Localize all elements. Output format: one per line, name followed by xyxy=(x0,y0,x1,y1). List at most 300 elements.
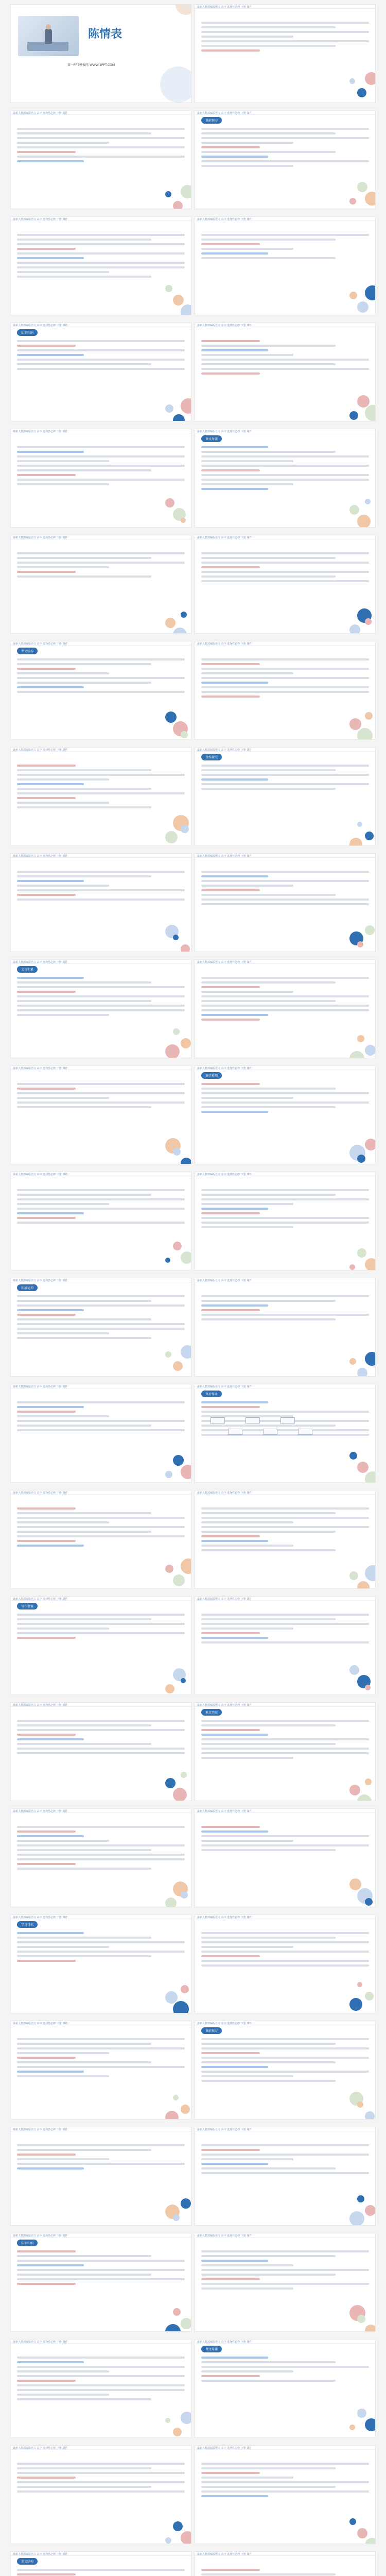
text-line xyxy=(17,1212,84,1214)
slide-header: 最新人教部编版语文 高中 选择性必修 下册 课件 xyxy=(11,429,191,433)
text-line xyxy=(17,474,76,476)
text-lines xyxy=(17,762,185,811)
content-slide xyxy=(195,1172,376,1270)
slide-header: 最新人教部编版语文 高中 选择性必修 下册 课件 xyxy=(11,2127,191,2131)
slide-header: 最新人教部编版语文 高中 选择性必修 下册 课件 xyxy=(195,1066,375,1070)
decor-dot xyxy=(181,2531,191,2544)
text-line xyxy=(201,1000,336,1002)
text-line xyxy=(201,1951,369,1953)
decor-dot xyxy=(357,822,362,827)
text-line xyxy=(201,248,293,250)
decor-dot xyxy=(165,1778,176,1788)
text-line xyxy=(201,1194,336,1196)
text-line xyxy=(17,2366,185,2368)
text-line xyxy=(17,986,185,988)
decor-dot xyxy=(165,191,171,197)
slide-header: 最新人教部编版语文 高中 选择性必修 下册 课件 xyxy=(11,854,191,858)
text-line xyxy=(17,1849,151,1851)
text-line xyxy=(201,1932,369,1934)
text-line xyxy=(17,354,84,356)
text-line xyxy=(17,2250,76,2252)
decor-dot xyxy=(349,2211,364,2226)
text-line xyxy=(17,1309,84,1311)
text-line xyxy=(17,1318,151,1320)
decor-dot xyxy=(365,2538,376,2544)
text-line xyxy=(201,686,369,688)
text-line xyxy=(17,792,185,794)
decor-dot xyxy=(365,1045,376,1056)
text-line xyxy=(201,1844,369,1846)
text-line xyxy=(17,1526,185,1528)
text-line xyxy=(201,49,260,52)
text-line xyxy=(17,1637,76,1639)
text-line xyxy=(17,981,151,984)
text-line xyxy=(201,1217,369,1219)
text-line xyxy=(17,460,109,462)
decor-dot xyxy=(173,2095,179,2100)
text-line xyxy=(201,765,369,767)
text-line xyxy=(201,137,369,139)
text-line xyxy=(201,1222,369,1224)
text-line xyxy=(201,885,293,887)
text-line xyxy=(17,2043,151,2045)
text-line xyxy=(17,2061,151,2063)
text-line xyxy=(201,871,369,873)
content-slide xyxy=(195,641,376,740)
text-line xyxy=(17,774,185,776)
text-line xyxy=(17,1868,151,1870)
decor-dot xyxy=(357,2102,363,2108)
cover-photo xyxy=(18,16,79,56)
text-line xyxy=(201,146,260,148)
slide-header: 最新人教部编版语文 高中 选择性必修 下册 课件 xyxy=(195,1172,375,1176)
decor-dot xyxy=(165,831,178,843)
text-line xyxy=(17,1729,185,1731)
text-line xyxy=(17,575,151,578)
decor-dot xyxy=(357,2409,366,2418)
decor-dot xyxy=(357,2315,365,2323)
decor-dot xyxy=(357,395,370,408)
text-line xyxy=(17,1429,185,1431)
content-slide xyxy=(195,1808,376,1907)
decor-dot xyxy=(173,935,179,940)
content-slide xyxy=(10,747,191,846)
text-line xyxy=(201,1738,369,1740)
decor-dot xyxy=(365,285,376,300)
text-line xyxy=(201,1019,260,1021)
text-line xyxy=(17,2278,185,2280)
text-lines xyxy=(201,868,369,908)
decor-dot xyxy=(165,404,173,413)
text-line xyxy=(17,778,109,781)
text-line xyxy=(201,2057,369,2059)
text-line xyxy=(17,2357,185,2359)
decor-dot xyxy=(173,1574,185,1586)
text-line xyxy=(17,566,109,568)
text-line xyxy=(201,769,336,771)
section-tag: 合作探究 xyxy=(201,754,222,760)
text-line xyxy=(17,1743,151,1745)
decor-dot xyxy=(173,1788,187,1801)
text-line xyxy=(17,1946,109,1948)
text-line xyxy=(17,686,84,688)
decor-dot xyxy=(365,832,374,840)
text-line xyxy=(201,2038,369,2040)
text-line xyxy=(17,1858,185,1860)
text-line xyxy=(201,663,260,665)
content-slide xyxy=(195,535,376,634)
text-lines xyxy=(17,231,185,280)
text-lines xyxy=(201,762,369,792)
content-slide xyxy=(195,2021,376,2120)
text-line xyxy=(201,151,336,153)
text-line xyxy=(201,1752,369,1754)
text-line xyxy=(201,889,260,891)
text-line xyxy=(201,682,268,684)
decor-dot xyxy=(349,1264,355,1270)
content-slide xyxy=(10,1702,191,1801)
text-line xyxy=(17,1314,76,1316)
content-slide xyxy=(195,1490,376,1589)
text-line xyxy=(17,2047,185,2049)
decor-dot xyxy=(365,618,372,625)
content-slide xyxy=(10,2339,191,2438)
slide-header: 最新人教部编版语文 高中 选择性必修 下册 课件 xyxy=(11,1703,191,1707)
text-line xyxy=(201,1955,260,1957)
text-line xyxy=(201,1226,293,1228)
text-line xyxy=(201,1300,336,1302)
text-line xyxy=(17,2361,84,2363)
text-line xyxy=(17,682,151,684)
text-line xyxy=(17,146,185,148)
decor-dot xyxy=(181,2412,191,2424)
text-line xyxy=(201,1517,369,1519)
text-line xyxy=(201,465,369,467)
text-line xyxy=(17,1014,109,1016)
text-line xyxy=(201,2366,369,2368)
text-line xyxy=(17,1618,151,1620)
text-line xyxy=(17,455,185,457)
content-slide xyxy=(195,2445,376,2544)
text-lines xyxy=(201,1611,369,1646)
slide-header: 最新人教部编版语文 高中 选择性必修 下册 课件 xyxy=(11,1597,191,1601)
text-line xyxy=(17,160,84,162)
text-lines xyxy=(17,1823,185,1872)
text-line xyxy=(201,1208,268,1210)
text-line xyxy=(17,1000,151,1002)
text-line xyxy=(201,995,369,997)
content-slide xyxy=(10,1490,191,1589)
text-line xyxy=(17,2038,185,2040)
text-line xyxy=(201,2370,293,2372)
text-line xyxy=(201,1101,369,1104)
text-line xyxy=(17,479,185,481)
text-line xyxy=(17,266,185,268)
text-line xyxy=(17,2075,109,2077)
decor-dot xyxy=(165,1991,178,2004)
text-line xyxy=(201,1512,336,1514)
text-line xyxy=(17,880,84,882)
section-tag: 课文导读 xyxy=(201,2346,222,2352)
text-line xyxy=(17,668,76,670)
text-line xyxy=(17,797,76,799)
text-line xyxy=(201,2472,260,2474)
text-line xyxy=(201,1009,369,1011)
slide-header: 最新人教部编版语文 高中 选择性必修 下册 课件 xyxy=(11,1278,191,1282)
decor-dot xyxy=(173,2001,189,2013)
text-line xyxy=(201,479,369,481)
cover-subtitle: 第一PPT模板网-WWW.1PPT.COM xyxy=(67,63,115,67)
text-line xyxy=(17,1835,84,1837)
slide-header: 最新人教部编版语文 高中 选择性必修 下册 课件 xyxy=(195,429,375,433)
slide-header: 最新人教部编版语文 高中 选择性必修 下册 课件 xyxy=(195,217,375,221)
decor-dot xyxy=(349,505,359,515)
text-line xyxy=(201,340,260,342)
decor-dot xyxy=(357,1368,367,1377)
text-lines xyxy=(201,19,369,54)
content-slide xyxy=(195,110,376,209)
section-tag: 知识归纳 xyxy=(17,329,38,336)
text-line xyxy=(17,2149,151,2151)
decor-circle xyxy=(160,66,191,103)
text-line xyxy=(17,1415,109,1417)
decor-dot xyxy=(181,1251,191,1264)
text-line xyxy=(201,1106,336,1108)
content-slide xyxy=(10,2127,191,2226)
decor-dot xyxy=(173,2521,183,2531)
decor-dot xyxy=(357,1794,372,1801)
text-lines xyxy=(17,1080,185,1111)
text-line xyxy=(201,345,336,347)
text-line xyxy=(201,1960,369,1962)
text-line xyxy=(201,1724,336,1726)
decor-dot xyxy=(173,201,183,209)
decor-dot xyxy=(165,711,177,723)
text-line xyxy=(17,1512,151,1514)
text-line xyxy=(17,2398,151,2400)
text-line xyxy=(201,2075,293,2077)
text-line xyxy=(201,571,369,573)
text-line xyxy=(17,1932,84,1934)
decor-dot xyxy=(349,1998,362,2011)
slide-header: 最新人教部编版语文 高中 选择性必修 下册 课件 xyxy=(195,1384,375,1388)
text-line xyxy=(201,778,268,781)
text-line xyxy=(201,1849,336,1851)
text-line xyxy=(17,340,185,342)
text-line xyxy=(17,1854,185,1856)
text-lines xyxy=(17,444,185,488)
decor-dot xyxy=(165,285,172,292)
decor-dot xyxy=(181,1772,187,1778)
text-line xyxy=(201,1304,268,1307)
text-line xyxy=(201,2573,336,2575)
decor-dot xyxy=(181,304,191,315)
section-tag: 课后作业 xyxy=(201,1391,222,1397)
text-line xyxy=(201,668,369,670)
text-line xyxy=(17,1198,185,1200)
text-lines xyxy=(17,1717,185,1757)
text-line xyxy=(17,2490,185,2493)
content-slide xyxy=(195,1278,376,1377)
text-line xyxy=(201,1545,293,1547)
decor-dot xyxy=(349,78,355,84)
text-line xyxy=(17,2269,185,2271)
text-line xyxy=(201,132,336,134)
text-line xyxy=(17,1411,76,1413)
text-line xyxy=(201,691,369,693)
diagram-cell xyxy=(210,1417,225,1423)
text-line xyxy=(201,2080,336,2082)
decor-dot xyxy=(349,2425,355,2430)
text-line xyxy=(201,469,260,471)
text-line xyxy=(201,1743,336,1745)
text-line xyxy=(201,156,268,158)
content-slide xyxy=(195,1065,376,1164)
text-line xyxy=(201,40,369,42)
decor-dot xyxy=(181,1158,191,1164)
text-line xyxy=(201,2486,336,2488)
text-lines xyxy=(201,125,369,170)
text-line xyxy=(201,2287,293,2290)
text-line xyxy=(17,239,151,241)
text-lines xyxy=(201,1080,369,1115)
text-line xyxy=(201,2361,336,2363)
text-line xyxy=(17,1194,151,1196)
text-line xyxy=(201,2043,336,2045)
text-line xyxy=(201,1401,268,1403)
decor-dot xyxy=(181,185,191,198)
text-line xyxy=(201,1406,260,1408)
decor-dot xyxy=(173,1455,184,1466)
text-line xyxy=(201,1088,336,1090)
section-tag: 难点突破 xyxy=(201,1709,222,1716)
text-line xyxy=(201,460,293,462)
decor-dot xyxy=(165,2111,179,2120)
text-line xyxy=(201,451,336,453)
text-line xyxy=(17,156,185,158)
text-line xyxy=(201,1309,260,1311)
text-line xyxy=(201,2467,336,2469)
text-line xyxy=(201,128,369,130)
slide-header: 最新人教部编版语文 高中 选择性必修 下册 课件 xyxy=(11,748,191,752)
slide-header: 最新人教部编版语文 高中 选择性必修 下册 课件 xyxy=(195,1278,375,1282)
text-line xyxy=(17,2274,151,2276)
text-line xyxy=(17,2167,84,2170)
text-line xyxy=(201,1014,268,1016)
text-line xyxy=(17,1097,109,1099)
decor-dot xyxy=(181,1345,191,1359)
text-line xyxy=(201,672,293,674)
content-slide xyxy=(10,535,191,634)
section-tag: 课文结构 xyxy=(17,648,38,654)
slide-header: 最新人教部编版语文 高中 选择性必修 下册 课件 xyxy=(11,1915,191,1919)
slide-header: 最新人教部编版语文 高中 选择性必修 下册 课件 xyxy=(11,2340,191,2344)
decor-dot xyxy=(357,1462,369,1473)
decor-dot xyxy=(365,1992,374,2001)
decor-dot xyxy=(349,1785,360,1795)
diagram-cell xyxy=(228,1429,242,1435)
decor-dot xyxy=(357,1248,366,1258)
text-line xyxy=(17,349,185,351)
text-line xyxy=(17,871,185,873)
text-line xyxy=(201,2047,369,2049)
text-lines xyxy=(201,231,369,262)
text-line xyxy=(201,1941,369,1943)
text-line xyxy=(201,455,369,457)
text-line xyxy=(17,1295,185,1297)
text-lines xyxy=(201,2460,369,2500)
text-line xyxy=(17,1840,109,1842)
content-slide xyxy=(10,2551,191,2576)
text-line xyxy=(17,788,151,790)
text-line xyxy=(201,658,369,660)
text-line xyxy=(17,2477,76,2479)
decor-dot xyxy=(349,411,358,420)
section-tag: 写作借鉴 xyxy=(17,1603,38,1609)
text-line xyxy=(17,2163,185,2165)
text-line xyxy=(17,234,185,236)
person-shape xyxy=(45,28,52,44)
text-line xyxy=(17,571,76,573)
text-line xyxy=(17,1955,151,1957)
decor-dot xyxy=(357,88,366,97)
text-line xyxy=(17,2384,185,2386)
text-line xyxy=(17,1738,84,1740)
text-line xyxy=(201,1734,268,1736)
content-slide xyxy=(10,216,191,315)
text-line xyxy=(201,474,369,476)
text-lines xyxy=(201,2354,369,2384)
text-line xyxy=(17,1535,185,1537)
text-line xyxy=(201,1203,293,1205)
text-line xyxy=(17,1425,151,1427)
text-lines xyxy=(17,550,185,580)
text-line xyxy=(201,160,369,162)
slide-header: 最新人教部编版语文 高中 选择性必修 下册 课件 xyxy=(195,2233,375,2238)
text-line xyxy=(17,765,76,767)
decor-dot xyxy=(349,292,357,299)
content-slide xyxy=(10,323,191,421)
text-line xyxy=(17,1521,109,1523)
slide-header: 最新人教部编版语文 高中 选择性必修 下册 课件 xyxy=(11,111,191,115)
text-line xyxy=(17,2283,76,2285)
text-lines xyxy=(201,1293,369,1323)
text-line xyxy=(201,2066,268,2068)
text-line xyxy=(201,1729,260,1731)
text-line xyxy=(201,372,260,375)
text-line xyxy=(201,1937,336,1939)
text-line xyxy=(17,806,151,808)
text-line xyxy=(17,672,109,674)
text-line xyxy=(17,2154,76,2156)
content-slide xyxy=(10,959,191,1058)
decor-dot xyxy=(173,1028,180,1035)
text-line xyxy=(17,1632,185,1634)
text-line xyxy=(17,894,76,896)
content-slide xyxy=(195,2233,376,2332)
content-slide xyxy=(10,1596,191,1695)
decor-dot xyxy=(173,1148,181,1156)
decor-dot xyxy=(357,182,367,192)
text-lines xyxy=(17,337,185,372)
text-line xyxy=(201,483,293,485)
text-line xyxy=(17,899,185,901)
text-line xyxy=(17,257,84,259)
text-line xyxy=(17,483,109,485)
decor-dot xyxy=(365,1352,376,1366)
section-tag: 知识归纳 xyxy=(17,2240,38,2246)
text-line xyxy=(201,788,336,790)
